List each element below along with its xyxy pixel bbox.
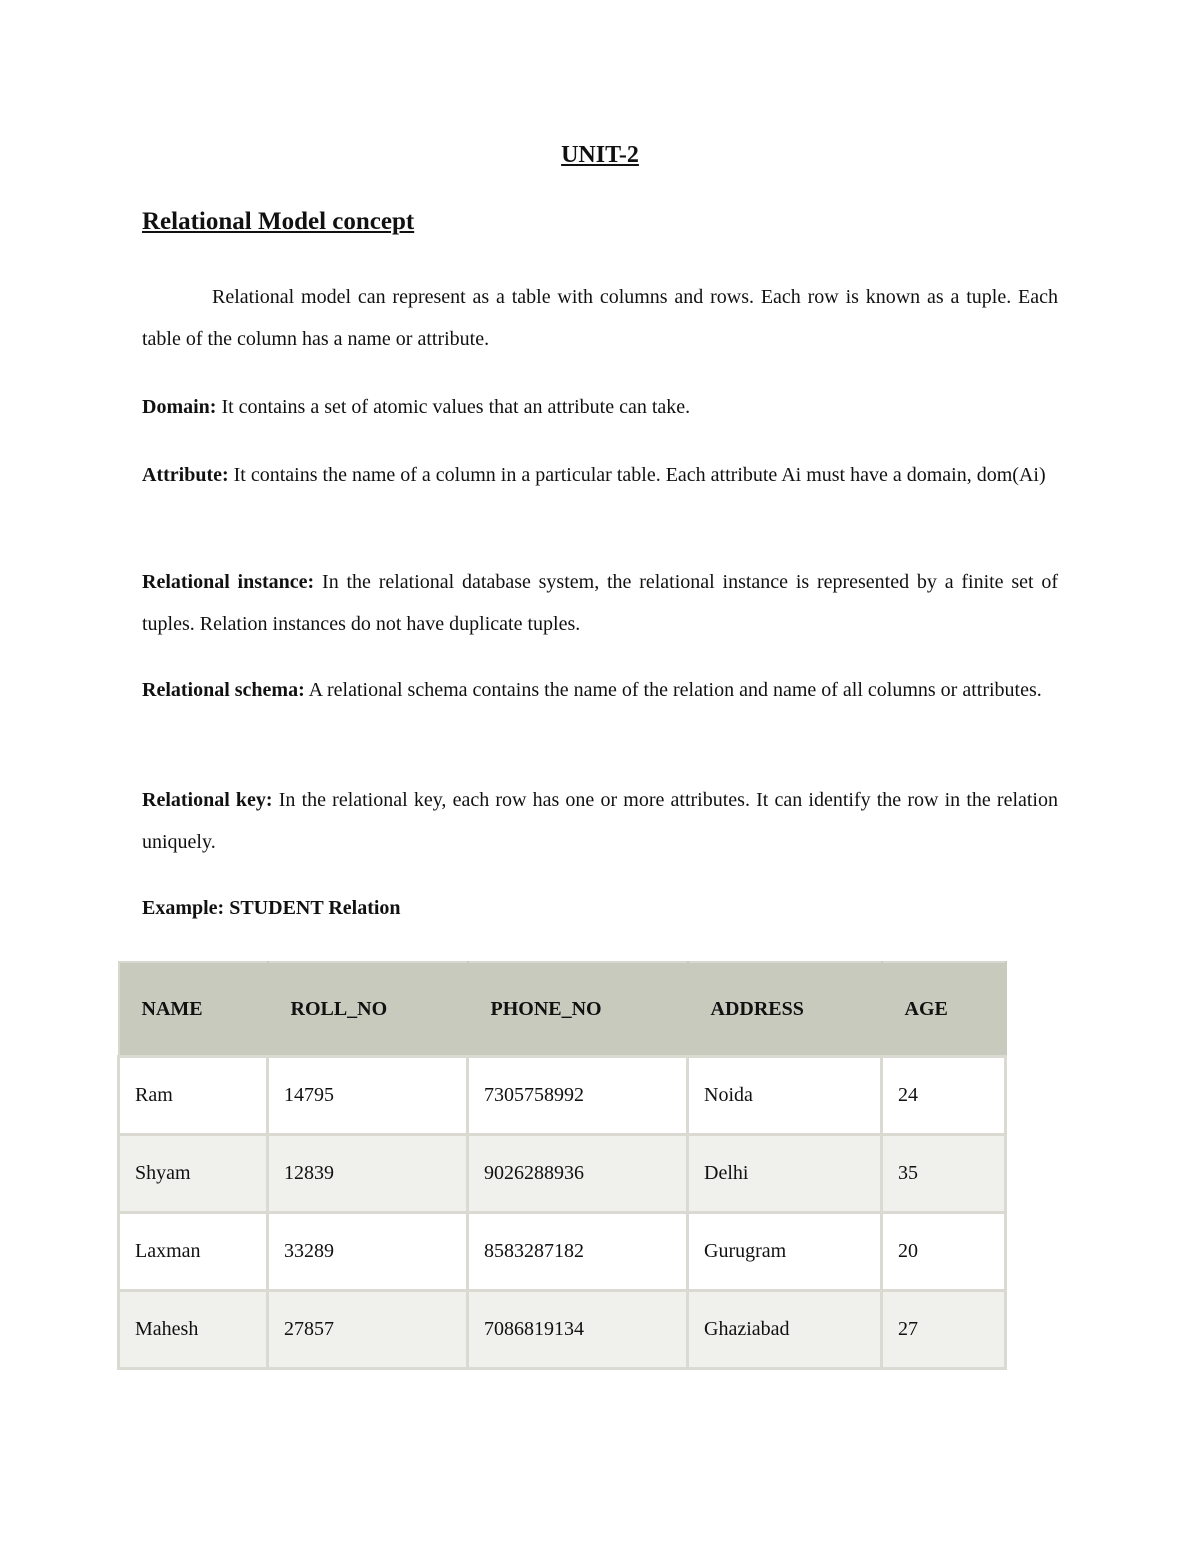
column-header-age: AGE (882, 962, 1006, 1057)
table-cell: 7305758992 (468, 1057, 688, 1135)
section-title: Relational Model concept (142, 208, 415, 235)
table-cell: 12839 (268, 1135, 468, 1213)
table-cell: 24 (882, 1057, 1006, 1135)
table-cell: 8583287182 (468, 1213, 688, 1291)
definition-term: Relational instance: (142, 571, 315, 593)
example-label: Example: STUDENT Relation (142, 897, 401, 919)
definition-term: Relational schema: (142, 679, 305, 701)
column-header-address: ADDRESS (688, 962, 882, 1057)
column-header-roll-no: ROLL_NO (268, 962, 468, 1057)
definition-relational-schema (142, 669, 1058, 711)
definition-text: In the relational database system, the relational instance is represented by a finite set of tuples. Relation instances do not have duplicate tuples. (142, 571, 1059, 635)
definition-term: Relational key: (142, 789, 273, 811)
column-header-phone-no: PHONE_NO (468, 962, 688, 1057)
table-cell: Laxman (119, 1213, 268, 1291)
table-cell: 20 (882, 1213, 1006, 1291)
column-header-name: NAME (119, 962, 268, 1057)
table-row (119, 1213, 1006, 1291)
table-cell: 9026288936 (468, 1135, 688, 1213)
table-cell: Shyam (119, 1135, 268, 1213)
table-cell: 35 (882, 1135, 1006, 1213)
table-row (119, 1291, 1006, 1369)
table-cell: 14795 (268, 1057, 468, 1135)
definition-term: Domain: (142, 396, 217, 418)
table-cell: 7086819134 (468, 1291, 688, 1369)
table-row (119, 1057, 1006, 1135)
unit-title: UNIT-2 (561, 142, 639, 168)
table-cell: 33289 (268, 1213, 468, 1291)
definition-relational-key (142, 779, 1058, 863)
table-cell: Gurugram (688, 1213, 882, 1291)
student-table (117, 961, 1007, 1370)
table-cell: Noida (688, 1057, 882, 1135)
definition-relational-instance (142, 561, 1058, 645)
table-cell: Delhi (688, 1135, 882, 1213)
table-cell: 27857 (268, 1291, 468, 1369)
definition-domain (142, 386, 1058, 428)
definition-text: In the relational key, each row has one or more attributes. It can identify the row in the relation uniquely. (142, 789, 1058, 853)
table-cell: Mahesh (119, 1291, 268, 1369)
table-header-row (119, 962, 1006, 1057)
definition-text: It contains a set of atomic values that an attribute can take. (221, 396, 691, 418)
definition-text: It contains the name of a column in a particular table. Each attribute Ai must have a domain, dom(Ai) (233, 464, 1046, 486)
table-cell: 27 (882, 1291, 1006, 1369)
table-cell: Ghaziabad (688, 1291, 882, 1369)
intro-paragraph: Relational model can represent as a table with columns and rows. Each row is known as a tuple. Each table of the column has a name or attribute. (142, 286, 1058, 350)
definition-attribute (142, 454, 1058, 496)
table-row (119, 1135, 1006, 1213)
definition-text: A relational schema contains the name of the relation and name of all columns or attributes. (308, 679, 1042, 701)
table-cell: Ram (119, 1057, 268, 1135)
definition-term: Attribute: (142, 464, 229, 486)
